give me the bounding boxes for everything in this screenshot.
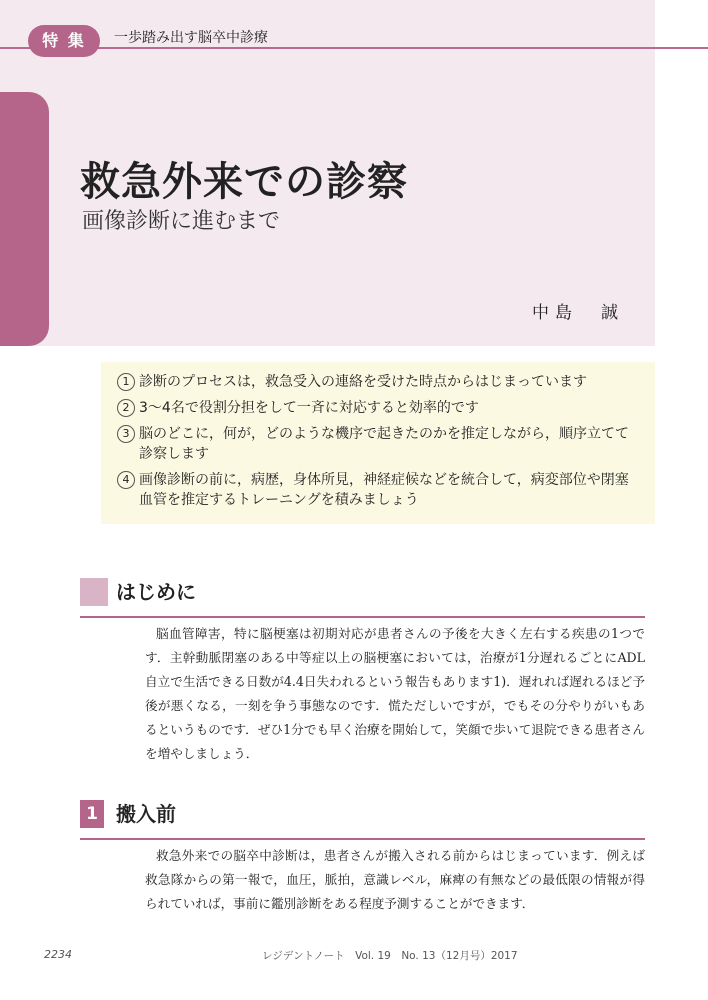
section-number: 1 [80, 800, 104, 828]
key-point [117, 398, 641, 418]
section-title: はじめに [116, 580, 196, 604]
key-point-text: 画像診断の前に，病歴，身体所見，神経症候などを統合して，病変部位や閉塞血管を推定するトレーニングを積みましょう [139, 472, 629, 508]
side-tab [0, 92, 49, 346]
key-point-text: 3～4名で役割分担をして一斉に対応すると効率的です [139, 400, 479, 416]
article-title: 救急外来での診察 [80, 159, 408, 205]
key-point-text: 脳のどこに，何が，どのような機序で起きたのかを推定しながら，順序立てて診察します [139, 426, 629, 462]
feature-badge: 特 集 [28, 25, 100, 57]
section-heading-intro [80, 578, 645, 618]
journal-footer: レジデントノート Vol. 19 No. 13（12月号）2017 [262, 950, 518, 962]
page-number: 2234 [44, 948, 72, 961]
point-number-badge: 3 [117, 425, 135, 443]
section-heading-1 [80, 800, 645, 840]
paragraph-text: 救急外来での脳卒中診断は，患者さんが搬入される前からはじまっています．例えば救急隊からの第一報で，血圧，脈拍，意識レベル，麻痺の有無などの最低限の情報が得られていれば，事前に鑑別診断をある程度予測することができます． [145, 848, 645, 911]
section-title: 搬入前 [116, 802, 176, 826]
heading-square-icon [80, 578, 108, 606]
key-points-box [101, 362, 655, 524]
key-point [117, 424, 641, 464]
paragraph-text: 脳血管障害，特に脳梗塞は初期対応が患者さんの予後を大きく左右する疾患の1つです．主幹動脈閉塞のある中等症以上の脳梗塞においては，治療が1分遅れるごとにADL自立で生活できる日数が4.4日失われるという報告もあります1)．遅れれば遅れるほど予後が悪くなる，一刻を争う事態なのです．慌ただしいですが，でもその分やりがいもあるというものです．ぜひ1分でも早く治療を開始して，笑顔で歩いて退院できる患者さんを増やしましょう． [145, 626, 645, 761]
series-title: 一歩踏み出す脳卒中診療 [114, 30, 268, 46]
point-number-badge: 2 [117, 399, 135, 417]
header-rule [0, 47, 708, 49]
point-number-badge: 4 [117, 471, 135, 489]
key-point [117, 470, 641, 510]
key-point [117, 372, 641, 392]
intro-paragraph [145, 622, 645, 766]
author-name: 中島 誠 [532, 303, 624, 323]
section-1-paragraph [145, 844, 645, 916]
article-subtitle: 画像診断に進むまで [82, 209, 281, 234]
key-point-text: 診断のプロセスは，救急受入の連絡を受けた時点からはじまっています [139, 374, 587, 390]
point-number-badge: 1 [117, 373, 135, 391]
